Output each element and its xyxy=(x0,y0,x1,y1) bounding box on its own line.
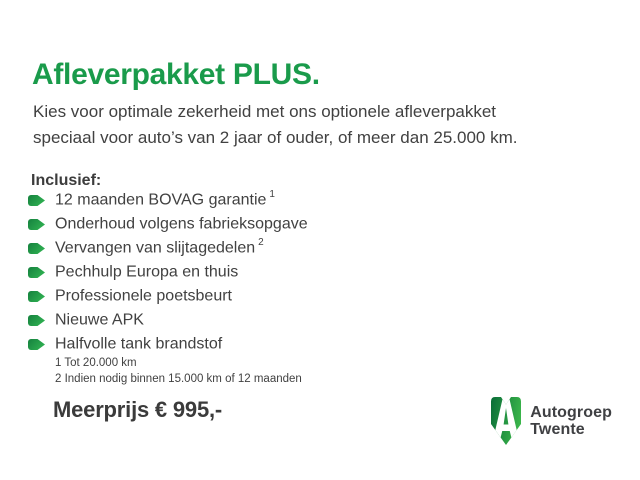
leaf-bullet-icon xyxy=(28,267,45,278)
benefit-text: Halfvolle tank brandstof xyxy=(55,335,223,353)
list-item xyxy=(28,188,311,212)
intro-line-1: Kies voor optimale zekerheid met ons optionele afleverpakket xyxy=(33,102,497,121)
leaf-bullet-icon xyxy=(28,195,45,206)
footnote-ref: 1 xyxy=(269,189,275,201)
leaf-bullet-icon xyxy=(28,291,45,302)
footnote-ref: 2 xyxy=(258,237,264,249)
inclusief-heading: Inclusief: xyxy=(31,172,102,189)
logo-line-2: Twente xyxy=(530,421,585,438)
list-item xyxy=(28,260,311,284)
leaf-bullet-icon xyxy=(28,219,45,230)
benefit-text: Professionele poetsbeurt xyxy=(55,287,232,305)
benefit-text: 12 maanden BOVAG garantie xyxy=(55,191,267,209)
list-item xyxy=(28,308,311,332)
footnote-1: 1 Tot 20.000 km xyxy=(55,357,137,369)
logo-line-1: Autogroep xyxy=(530,404,612,421)
benefit-label xyxy=(55,190,275,209)
list-item xyxy=(28,284,311,308)
price-label: Meerprijs € 995,- xyxy=(53,397,223,422)
benefit-label xyxy=(55,286,235,305)
list-item xyxy=(28,236,311,260)
leaf-bullet-icon xyxy=(28,339,45,350)
benefit-text: Vervangen van slijtagedelen xyxy=(55,239,256,257)
footnotes xyxy=(55,356,302,387)
logo-text xyxy=(530,404,612,438)
list-item xyxy=(28,212,311,236)
autogroep-twente-logo xyxy=(490,396,612,446)
benefit-text: Nieuwe APK xyxy=(55,311,144,329)
benefit-label xyxy=(55,334,225,353)
benefit-text: Pechhulp Europa en thuis xyxy=(55,263,239,281)
leaf-bullet-icon xyxy=(28,315,45,326)
benefit-label xyxy=(55,238,264,257)
list-item xyxy=(28,332,311,356)
benefit-label xyxy=(55,310,147,329)
benefit-label xyxy=(55,262,241,281)
intro-line-2: speciaal voor auto’s van 2 jaar of ouder, of meer dan 25.000 km. xyxy=(33,128,518,147)
autogroep-shield-icon xyxy=(490,396,522,446)
benefits-list xyxy=(28,188,311,356)
footnote-2: 2 Indien nodig binnen 15.000 km of 12 maanden xyxy=(55,372,302,385)
leaf-bullet-icon xyxy=(28,243,45,254)
page-title: Afleverpakket PLUS. xyxy=(32,58,320,91)
benefit-label xyxy=(55,214,311,233)
benefit-text: Onderhoud volgens fabrieksopgave xyxy=(55,215,308,233)
intro-text xyxy=(33,99,517,151)
